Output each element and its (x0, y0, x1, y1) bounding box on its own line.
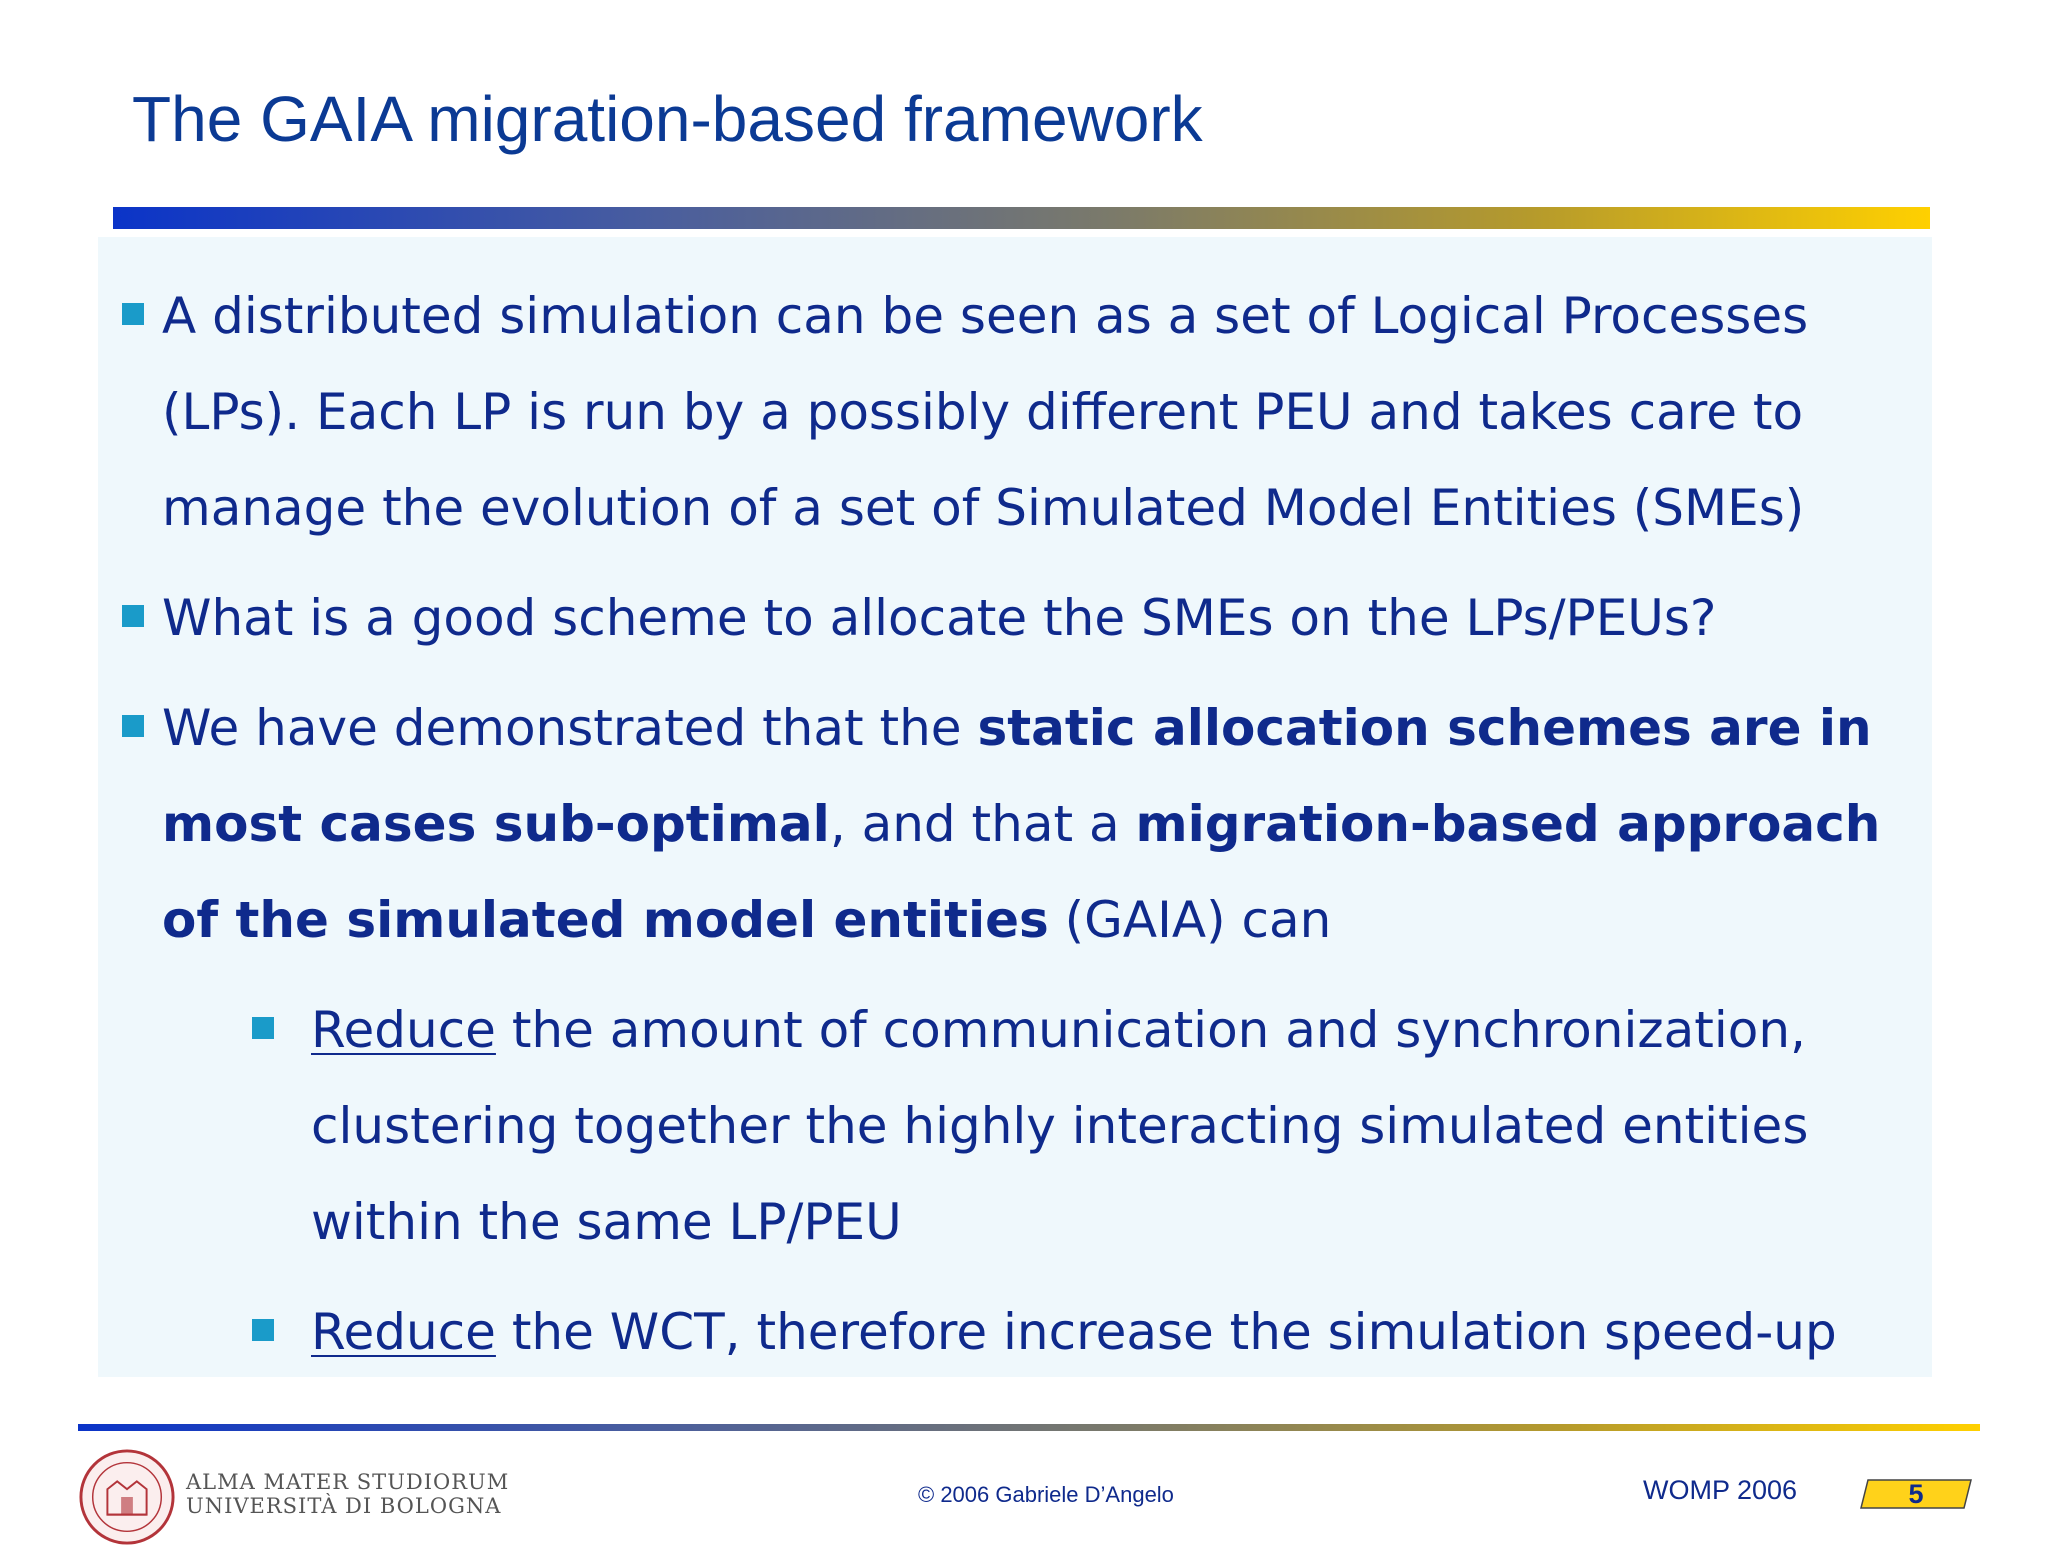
bullet-square-icon (122, 303, 144, 325)
page-number: 5 (1908, 1479, 1924, 1509)
slide-title: The GAIA migration-based framework (132, 83, 1203, 155)
bullet-2 (162, 570, 1922, 666)
sub-bullet-1 (311, 982, 1921, 1270)
bullet-3-text-c: (GAIA) can (1048, 891, 1332, 949)
university-name (186, 1470, 509, 1518)
footer-divider (78, 1424, 1980, 1431)
bullet-3-text-a: We have demonstrated that the (162, 699, 978, 757)
sub-bullet-2 (311, 1284, 1921, 1380)
university-name-line-1: ALMA MATER STUDIORUM (186, 1470, 510, 1494)
sub-bullet-1-underlined: Reduce (311, 1001, 496, 1059)
bullet-3-bold-a: static allocation schemes are in most cases sub-optimal (162, 699, 1872, 853)
title-divider (113, 207, 1930, 229)
bullet-square-icon (252, 1319, 274, 1341)
bullet-1 (162, 268, 1922, 556)
bullet-3-bold-b: migration-based approach of the simulated model entities (162, 795, 1881, 949)
bullet-1-text: A distributed simulation can be seen as a set of Logical Processes (LPs). Each LP is run by a possibly different PEU and takes care to manage the evolution of a set of Simulated Model Entities (SMEs) (162, 287, 1809, 537)
bullet-2-text: What is a good scheme to allocate the SMEs on the LPs/PEUs? (162, 589, 1717, 647)
conference-label: WOMP 2006 (1643, 1475, 1798, 1505)
sub-bullet-1-text: the amount of communication and synchronization, clustering together the highly interacting simulated entities within the same LP/PEU (311, 1001, 1809, 1251)
university-seal-icon (78, 1448, 176, 1546)
bullet-square-icon (122, 715, 144, 737)
bullet-square-icon (252, 1017, 274, 1039)
sub-bullet-2-underlined: Reduce (311, 1303, 496, 1361)
bullet-square-icon (122, 605, 144, 627)
bullet-3-text-b: , and that a (829, 795, 1136, 853)
copyright: © 2006 Gabriele D’Angelo (918, 1482, 1174, 1507)
bullet-3 (162, 680, 1922, 968)
sub-bullet-2-text: the WCT, therefore increase the simulation speed-up (495, 1303, 1837, 1361)
university-name-line-2: UNIVERSITÀ DI BOLOGNA (186, 1494, 502, 1518)
